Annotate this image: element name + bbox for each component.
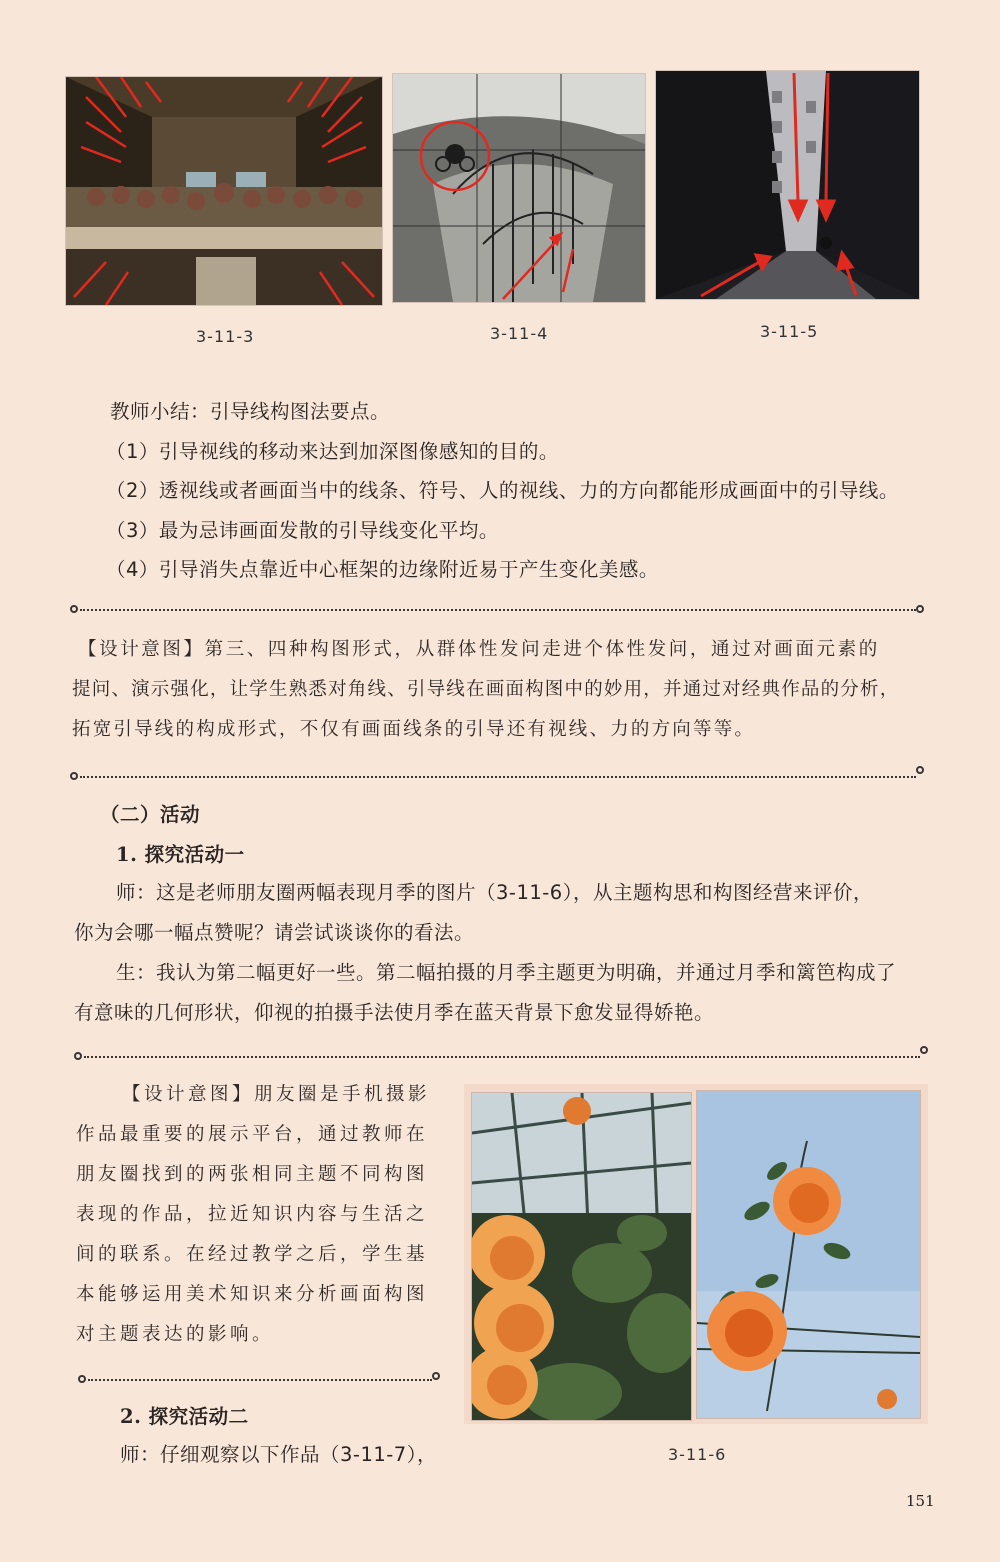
student-answer-line-2: 有意味的几何形状，仰视的拍摄手法使月季在蓝天背景下愈发显得娇艳。 (74, 1001, 715, 1024)
rose-photo-1 (472, 1093, 691, 1420)
summary-heading: 教师小结：引导线构图法要点。 (110, 400, 391, 423)
design-intent-2-line-6: 本能够运用美术知识来分析画面构图 (76, 1284, 429, 1305)
design-intent-2-line-2: 作品最重要的展示平台，通过教师在 (76, 1124, 429, 1145)
dotted-divider (80, 776, 916, 778)
divider-start-dot (74, 1052, 82, 1060)
dotted-divider (88, 1379, 432, 1381)
divider-start-dot (70, 772, 78, 780)
divider-end-dot (432, 1372, 440, 1380)
summary-point-3: （3）最为忌讳画面发散的引导线变化平均。 (106, 519, 499, 542)
design-intent-2-line-1: 【设计意图】朋友圈是手机摄影 (122, 1084, 431, 1105)
design-intent-2-line-7: 对主题表达的影响。 (76, 1324, 275, 1345)
design-intent-1-line-3: 拓宽引导线的构成形式，不仅有画面线条的引导还有视线、力的方向等等。 (72, 719, 756, 740)
divider-end-dot (920, 1046, 928, 1054)
design-intent-2-line-3: 朋友圈找到的两张相同主题不同构图 (76, 1164, 429, 1185)
summary-point-2: （2）透视线或者画面当中的线条、符号、人的视线、力的方向都能形成画面中的引导线。 (106, 479, 899, 502)
summary-point-1: （1）引导视线的移动来达到加深图像感知的目的。 (106, 440, 559, 463)
summary-point-4: （4）引导消失点靠近中心框架的边缘附近易于产生变化美感。 (106, 558, 659, 581)
design-intent-1-line-1: 【设计意图】第三、四种构图形式，从群体性发问走进个体性发问，通过对画面元素的 (78, 639, 880, 660)
figure-caption-3-11-3: 3-11-3 (196, 327, 255, 346)
activity-1-title: 1. 探究活动一 (116, 843, 245, 866)
activity-2-text: 师：仔细观察以下作品（3-11-7）， (120, 1443, 437, 1466)
dotted-divider (84, 1056, 920, 1058)
divider-end-dot (916, 605, 924, 613)
spiral-stairs-photo (393, 74, 645, 302)
divider-end-dot (916, 766, 924, 774)
figure-caption-3-11-5: 3-11-5 (760, 322, 819, 341)
design-intent-1-line-2: 提问、演示强化，让学生熟悉对角线、引导线在画面构图中的妙用，并通过对经典作品的分析， (72, 679, 900, 700)
divider-start-dot (78, 1375, 86, 1383)
divider-start-dot (70, 605, 78, 613)
figure-caption-3-11-6: 3-11-6 (668, 1445, 727, 1464)
narrow-alley-photo (656, 71, 919, 299)
dotted-divider (80, 609, 916, 611)
last-supper-photo (66, 77, 382, 305)
figure-caption-3-11-4: 3-11-4 (490, 324, 549, 343)
design-intent-2-line-5: 间的联系。在经过教学之后，学生基 (76, 1244, 429, 1265)
rose-photo-2 (697, 1091, 920, 1418)
teacher-question-line-2: 你为会哪一幅点赞呢？请尝试谈谈你的看法。 (74, 921, 475, 944)
teacher-question-line-1: 师：这是老师朋友圈两幅表现月季的图片（3-11-6），从主题构思和构图经营来评价， (116, 881, 873, 904)
section-title: （二）活动 (100, 803, 201, 826)
activity-2-title: 2. 探究活动二 (120, 1405, 249, 1428)
student-answer-line-1: 生：我认为第二幅更好一些。第二幅拍摄的月季主题更为明确，并通过月季和篱笆构成了 (116, 961, 897, 984)
design-intent-2-line-4: 表现的作品，拉近知识内容与生活之 (76, 1204, 429, 1225)
page-number: 151 (906, 1492, 935, 1510)
